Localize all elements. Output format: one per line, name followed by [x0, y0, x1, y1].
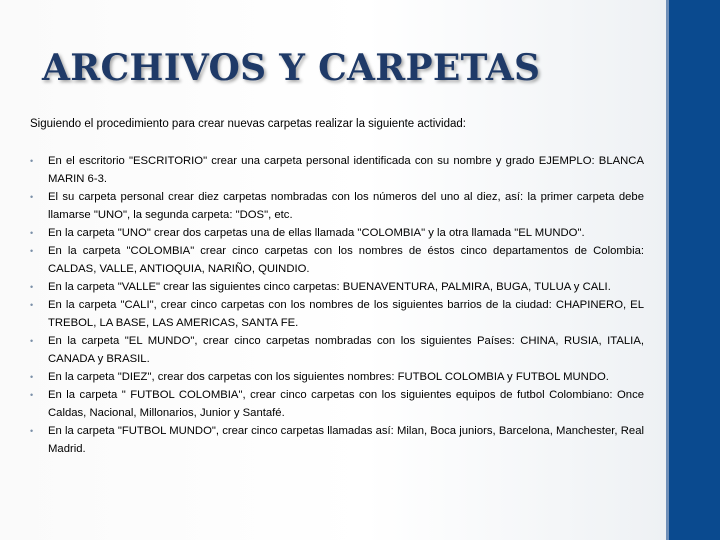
list-item: [30, 332, 644, 368]
list-item-text: En la carpeta "VALLE" crear las siguientes cinco carpetas: BUENAVENTURA, PALMIRA, BUGA, TULUA y CALI.: [48, 281, 611, 293]
list-item: [30, 242, 644, 278]
bullet-icon: •: [30, 426, 34, 436]
bullet-icon: •: [30, 246, 34, 256]
instruction-list: [30, 152, 644, 458]
slide-title: ARCHIVOS Y CARPETAS: [42, 47, 541, 89]
bullet-icon: •: [30, 228, 34, 238]
list-item: [30, 224, 644, 242]
list-item: [30, 422, 644, 458]
bullet-icon: •: [30, 300, 34, 310]
list-item-text: En la carpeta "FUTBOL MUNDO", crear cinco carpetas llamadas así: Milan, Boca juniors, Barcelona, Manchester, Real Madrid.: [48, 425, 644, 455]
bullet-icon: •: [30, 372, 34, 382]
list-item: [30, 188, 644, 224]
bullet-icon: •: [30, 156, 34, 166]
side-bar-divider: [666, 0, 669, 540]
list-item-text: En la carpeta " FUTBOL COLOMBIA", crear cinco carpetas con los siguientes equipos de futbol Colombiano: Once Caldas, Nacional, Millonarios, Junior y Santafé.: [48, 389, 644, 419]
list-item-text: En la carpeta "EL MUNDO", crear cinco carpetas nombradas con los siguientes Países: CHINA, RUSIA, ITALIA, CANADA y BRASIL.: [48, 335, 644, 365]
list-item: [30, 368, 644, 386]
list-item-text: En la carpeta "DIEZ", crear dos carpetas con los siguientes nombres: FUTBOL COLOMBIA y FUTBOL MUNDO.: [48, 371, 609, 383]
list-item: [30, 386, 644, 422]
list-item-text: En la carpeta "UNO" crear dos carpetas una de ellas llamada "COLOMBIA" y la otra llamada "EL MUNDO".: [48, 227, 585, 239]
list-item: [30, 278, 644, 296]
side-accent-bar: [666, 0, 720, 540]
list-item: [30, 152, 644, 188]
intro-text: Siguiendo el procedimiento para crear nuevas carpetas realizar la siguiente actividad:: [30, 118, 466, 130]
bullet-icon: •: [30, 336, 34, 346]
list-item-text: En la carpeta "CALI", crear cinco carpetas con los nombres de los siguientes barrios de la ciudad: CHAPINERO, EL TREBOL, LA BASE, LAS AMERICAS, SANTA FE.: [48, 299, 644, 329]
list-item: [30, 296, 644, 332]
bullet-icon: •: [30, 192, 34, 202]
list-item-text: El su carpeta personal crear diez carpetas nombradas con los números del uno al diez, así: la primer carpeta debe llamarse "UNO", la segunda carpeta: "DOS", etc.: [48, 191, 644, 221]
bullet-icon: •: [30, 282, 34, 292]
bullet-icon: •: [30, 390, 34, 400]
list-item-text: En el escritorio "ESCRITORIO" crear una carpeta personal identificada con su nombre y grado EJEMPLO: BLANCA MARIN 6-3.: [48, 155, 644, 185]
list-item-text: En la carpeta "COLOMBIA" crear cinco carpetas con los nombres de éstos cinco departamentos de Colombia: CALDAS, VALLE, ANTIOQUIA, NARIÑO, QUINDIO.: [48, 245, 644, 275]
